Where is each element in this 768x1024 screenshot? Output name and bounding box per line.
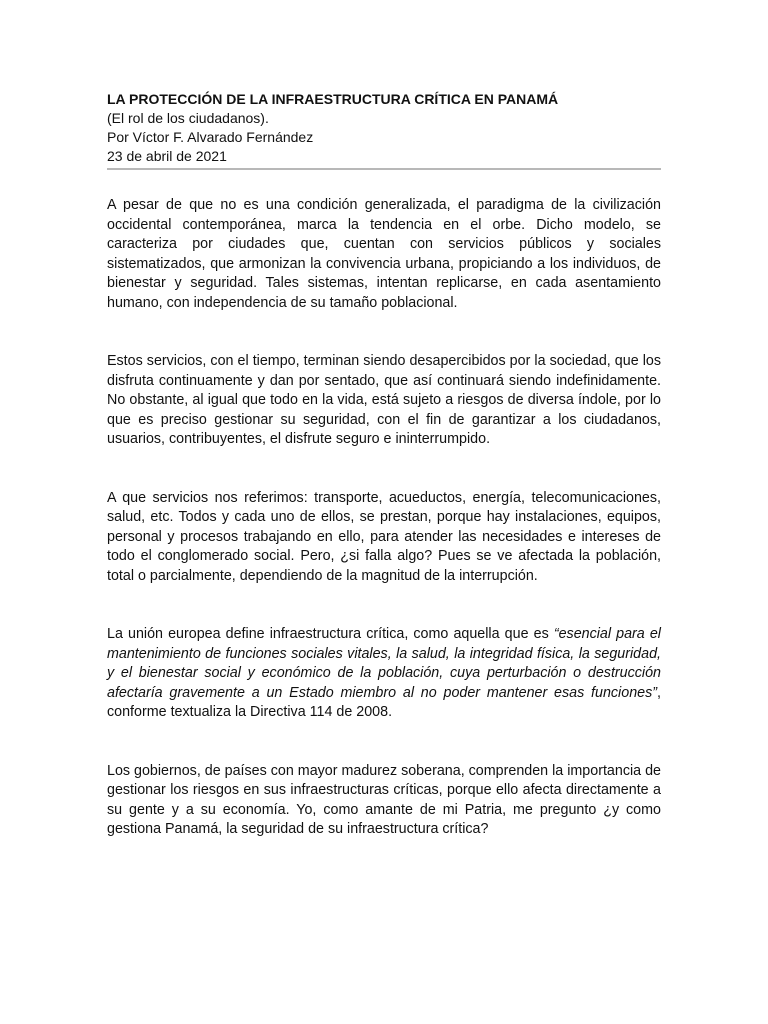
paragraph-3: A que servicios nos referimos: transporte, acueductos, energía, telecomunicaciones, salud, etc. Todos y cada uno de ellos, se prestan, porque hay instalaciones, equipos, personal y procesos trabajando en ello, para atender las necesidades e intereses de todo el conglomerado social. Pero, ¿si falla algo? Pues se ve afectada la población, total o parcialmente, dependiendo de la magnitud de la interrupción.: [107, 489, 661, 584]
paragraph-4-quote: “esencial para el mantenimiento de funciones sociales vitales, la salud, la integridad física, la seguridad, y el bienestar social y económico de la población, cuya perturbación o destrucción afectaría gravemente a un Estado miembro al no poder mantener esas funciones”: [107, 626, 661, 701]
header-divider: [107, 168, 661, 170]
paragraph-4: [107, 625, 661, 723]
paragraph-2: Estos servicios, con el tiempo, terminan siendo desapercibidos por la sociedad, que los disfruta continuamente y dan por sentado, que así continuará siendo indefinidamente. No obstante, al igual que todo en la vida, está sujeto a riesgos de diversa índole, por lo que es preciso gestionar su seguridad, con el fin de garantizar a los ciudadanos, usuarios, contribuyentes, el disfrute seguro e ininterrumpido.: [107, 353, 661, 447]
document-author: Por Víctor F. Alvarado Fernández: [107, 129, 314, 145]
document-date: 23 de abril de 2021: [107, 148, 227, 164]
paragraph-1: A pesar de que no es una condición generalizada, el paradigma de la civilización occidental contemporánea, marca la tendencia en el orbe. Dicho modelo, se caracteriza por ciudades que, cuentan con servicios públicos y sociales sistematizados, que armonizan la convivencia urbana, propiciando a los individuos, de bienestar y seguridad. Tales sistemas, intentan replicarse, en cada asentamiento humano, con independencia de su tamaño poblacional.: [107, 197, 661, 311]
document-page: [107, 90, 661, 840]
paragraph-4-outro: , conforme textualiza la Directiva 114 de 2008.: [107, 684, 661, 720]
paragraph-4-intro: La unión europea define infraestructura crítica, como aquella que es: [107, 626, 554, 642]
paragraph-5: Los gobiernos, de países con mayor madurez soberana, comprenden la importancia de gestionar los riesgos en sus infraestructuras críticas, porque ello afecta directamente a su gente y a su economía. Yo, como amante de mi Patria, me pregunto ¿y como gestiona Panamá, la seguridad de su infraestructura crítica?: [107, 762, 661, 837]
document-subtitle: (El rol de los ciudadanos).: [107, 110, 269, 126]
document-title: LA PROTECCIÓN DE LA INFRAESTRUCTURA CRÍTICA EN PANAMÁ: [107, 91, 559, 107]
document-header: [107, 90, 661, 166]
